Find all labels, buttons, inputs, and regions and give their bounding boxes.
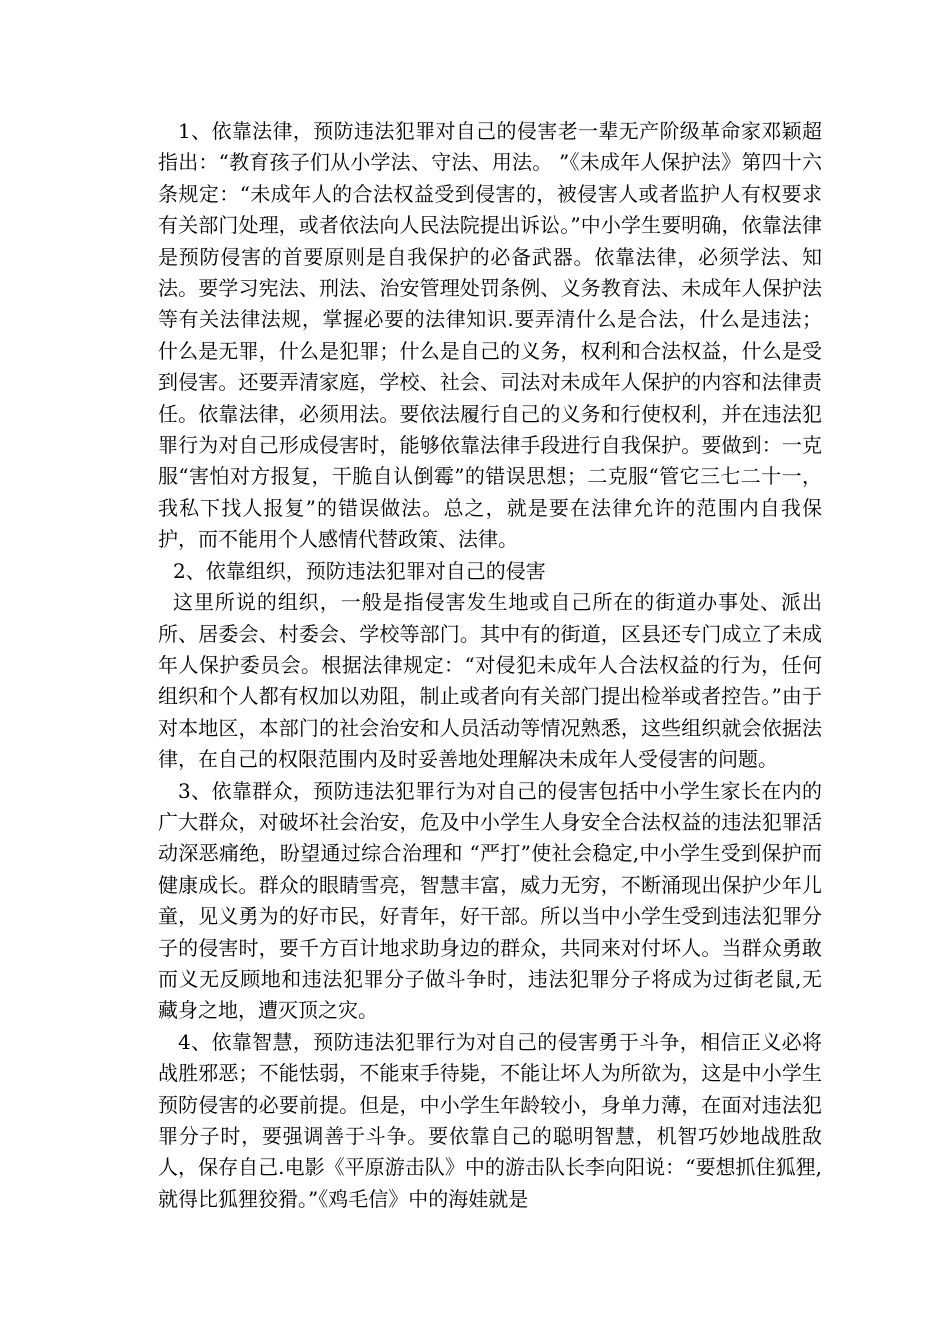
paragraph-organization-body: 这里所说的组织，一般是指侵害发生地或自己所在的街道办事处、派出所、居委会、村委会、学校等部门。其中有的街道，区县还专门成立了未成年人保护委员会。根据法律规定：“对侵犯未成年人合法权益的行为，任何组织和个人都有权加以劝阻，制止或者向有关部门提出检举或者控告。”由于对本地区，本部门的社会治安和人员活动等情况熟悉，这些组织就会依据法律，在自己的权限范围内及时妥善地处理解决未成年人受侵害的问题。 <box>158 590 822 772</box>
paragraph-rely-on-wisdom: 4、依靠智慧，预防违法犯罪行为对自己的侵害勇于斗争，相信正义必将战胜邪恶；不能怯弱，不能束手待毙，不能让坏人为所欲为，这是中小学生预防侵害的必要前提。但是，中小学生年龄较小，身单力薄，在面对违法犯罪分子时，要强调善于斗争。要依靠自己的聪明智慧，机智巧妙地战胜敌人，保存自己.电影《平原游击队》中的游击队长李向阳说：“要想抓住狐狸,就得比狐狸狡猾。”《鸡毛信》中的海娃就是 <box>158 1029 822 1211</box>
paragraph-rely-on-organization-heading: 2、依靠组织，预防违法犯罪对自己的侵害 <box>173 558 546 583</box>
paragraph-rely-on-masses: 3、依靠群众，预防违法犯罪行为对自己的侵害包括中小学生家长在内的广大群众，对破坏社会治安，危及中小学生人身安全合法权益的违法犯罪活动深恶痛绝，盼望通过综合治理和 “严打”使社会稳定,中小学生受到保护而健康成长。群众的眼睛雪亮，智慧丰富，威力无穷，不断涌现出保护少年儿童，见义勇为的好市民，好青年，好干部。所以当中小学生受到违法犯罪分子的侵害时，要千方百计地求助身边的群众，共同来对付坏人。当群众勇敢而义无反顾地和违法犯罪分子做斗争时，违法犯罪分子将成为过街老鼠,无藏身之地，遭灭顶之灾。 <box>158 778 822 1023</box>
document-body <box>158 116 822 1215</box>
paragraph-rely-on-law: 1、依靠法律，预防违法犯罪对自己的侵害老一辈无产阶级革命家邓颖超指出：“教育孩子们从小学法、守法、用法。 ”《未成年人保护法》第四十六条规定：“未成年人的合法权益受到侵害的，被侵害人或者监护人有权要求有关部门处理，或者依法向人民法院提出诉讼。”中小学生要明确，依靠法律是预防侵害的首要原则是自我保护的必备武器。依靠法律，必须学法、知法。要学习宪法、刑法、治安管理处罚条例、义务教育法、未成年人保护法等有关法律法规，掌握必要的法律知识.要弄清什么是合法，什么是违法；什么是无罪，什么是犯罪；什么是自己的义务，权利和合法权益，什么是受到侵害。还要弄清家庭，学校、社会、司法对未成年人保护的内容和法律责任。依靠法律，必须用法。要依法履行自己的义务和行使权利，并在违法犯罪行为对自己形成侵害时，能够依靠法律手段进行自我保护。要做到：一克服“害怕对方报复，干脆自认倒霉”的错误思想；二克服“管它三七二十一，我私下找人报复”的错误做法。总之，就是要在法律允许的范围内自我保护，而不能用个人感情代替政策、法律。 <box>158 119 822 552</box>
